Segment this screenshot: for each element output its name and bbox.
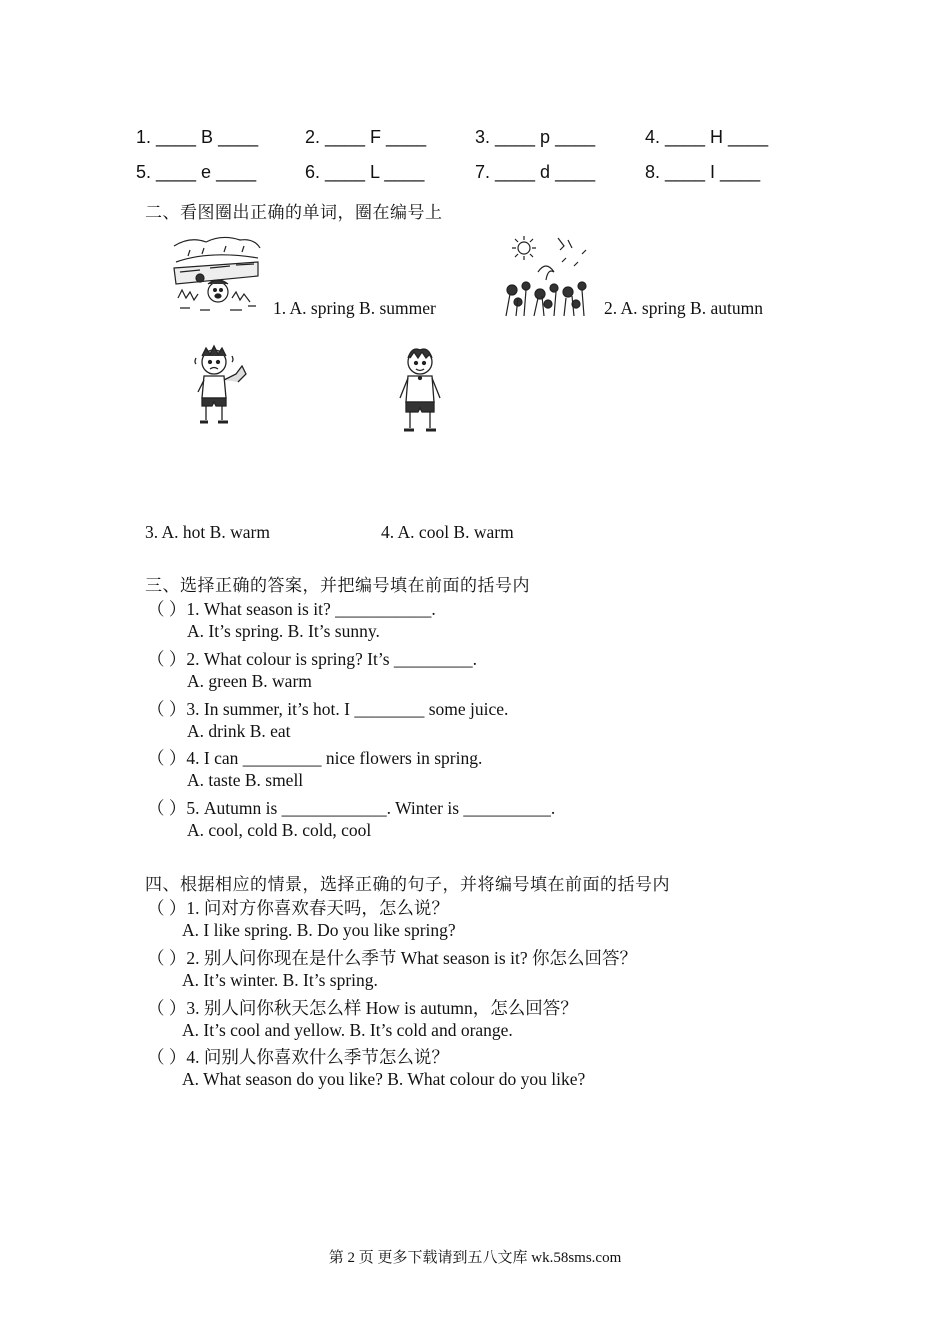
spring-flowers-illustration bbox=[502, 232, 590, 318]
options-line: A. It’s cool and yellow. B. It’s cold and orange. bbox=[182, 1020, 513, 1040]
options-line: A. cool, cold B. cold, cool bbox=[187, 820, 372, 840]
question-line: （ ）4. I can _________ nice flowers in spring. bbox=[147, 748, 483, 768]
letter-item: 7. ____ d ____ bbox=[475, 162, 596, 182]
letter-item: 3. ____ p ____ bbox=[475, 127, 596, 147]
options-line: A. It’s spring. B. It’s sunny. bbox=[187, 621, 380, 641]
section-heading-3: 三、选择正确的答案，并把编号填在前面的括号内 bbox=[145, 576, 530, 596]
letter-item: 1. ____ B ____ bbox=[136, 127, 259, 147]
question-line: （ ）2. 别人问你现在是什么季节 What season is it? 你怎么回答？ bbox=[147, 948, 637, 968]
question-line: （ ）4. 问别人你喜欢什么季节怎么说？ bbox=[147, 1047, 449, 1067]
standing-boy-illustration bbox=[392, 344, 450, 438]
hot-boy-illustration bbox=[190, 344, 248, 428]
options-line: A. taste B. smell bbox=[187, 770, 304, 790]
question-line: （ ）3. 别人问你秋天怎么样 How is autumn，怎么回答？ bbox=[147, 998, 578, 1018]
letter-item: 4. ____ H ____ bbox=[645, 127, 769, 147]
q2-1-options: 1. A. spring B. summer bbox=[273, 298, 436, 318]
options-line: A. drink B. eat bbox=[187, 721, 291, 741]
rainy-scene-illustration bbox=[170, 232, 262, 314]
q2-3-options: 3. A. hot B. warm bbox=[145, 522, 270, 542]
question-line: （ ）5. Autumn is ____________. Winter is __________. bbox=[147, 798, 556, 818]
question-line: （ ）3. In summer, it’s hot. I ________ some juice. bbox=[147, 699, 509, 719]
options-line: A. It’s winter. B. It’s spring. bbox=[182, 970, 378, 990]
letter-item: 8. ____ I ____ bbox=[645, 162, 761, 182]
question-line: （ ）1. 问对方你喜欢春天吗，怎么说？ bbox=[147, 898, 449, 918]
q2-2-options: 2. A. spring B. autumn bbox=[604, 298, 763, 318]
options-line: A. green B. warm bbox=[187, 671, 312, 691]
section-heading-4: 四、根据相应的情景，选择正确的句子，并将编号填在前面的括号内 bbox=[145, 875, 670, 895]
options-line: A. I like spring. B. Do you like spring? bbox=[182, 920, 456, 940]
question-line: （ ）2. What colour is spring? It’s _________. bbox=[147, 649, 478, 669]
options-line: A. What season do you like? B. What colour do you like? bbox=[182, 1069, 586, 1089]
letter-item: 5. ____ e ____ bbox=[136, 162, 257, 182]
letter-item: 2. ____ F ____ bbox=[305, 127, 427, 147]
q2-4-options: 4. A. cool B. warm bbox=[381, 522, 514, 542]
letter-item: 6. ____ L ____ bbox=[305, 162, 425, 182]
section-heading-2: 二、看图圈出正确的单词，圈在编号上 bbox=[145, 203, 443, 223]
question-line: （ ）1. What season is it? ___________. bbox=[147, 599, 436, 619]
page-footer: 第 2 页 更多下载请到五八文库 wk.58sms.com bbox=[328, 1250, 622, 1266]
